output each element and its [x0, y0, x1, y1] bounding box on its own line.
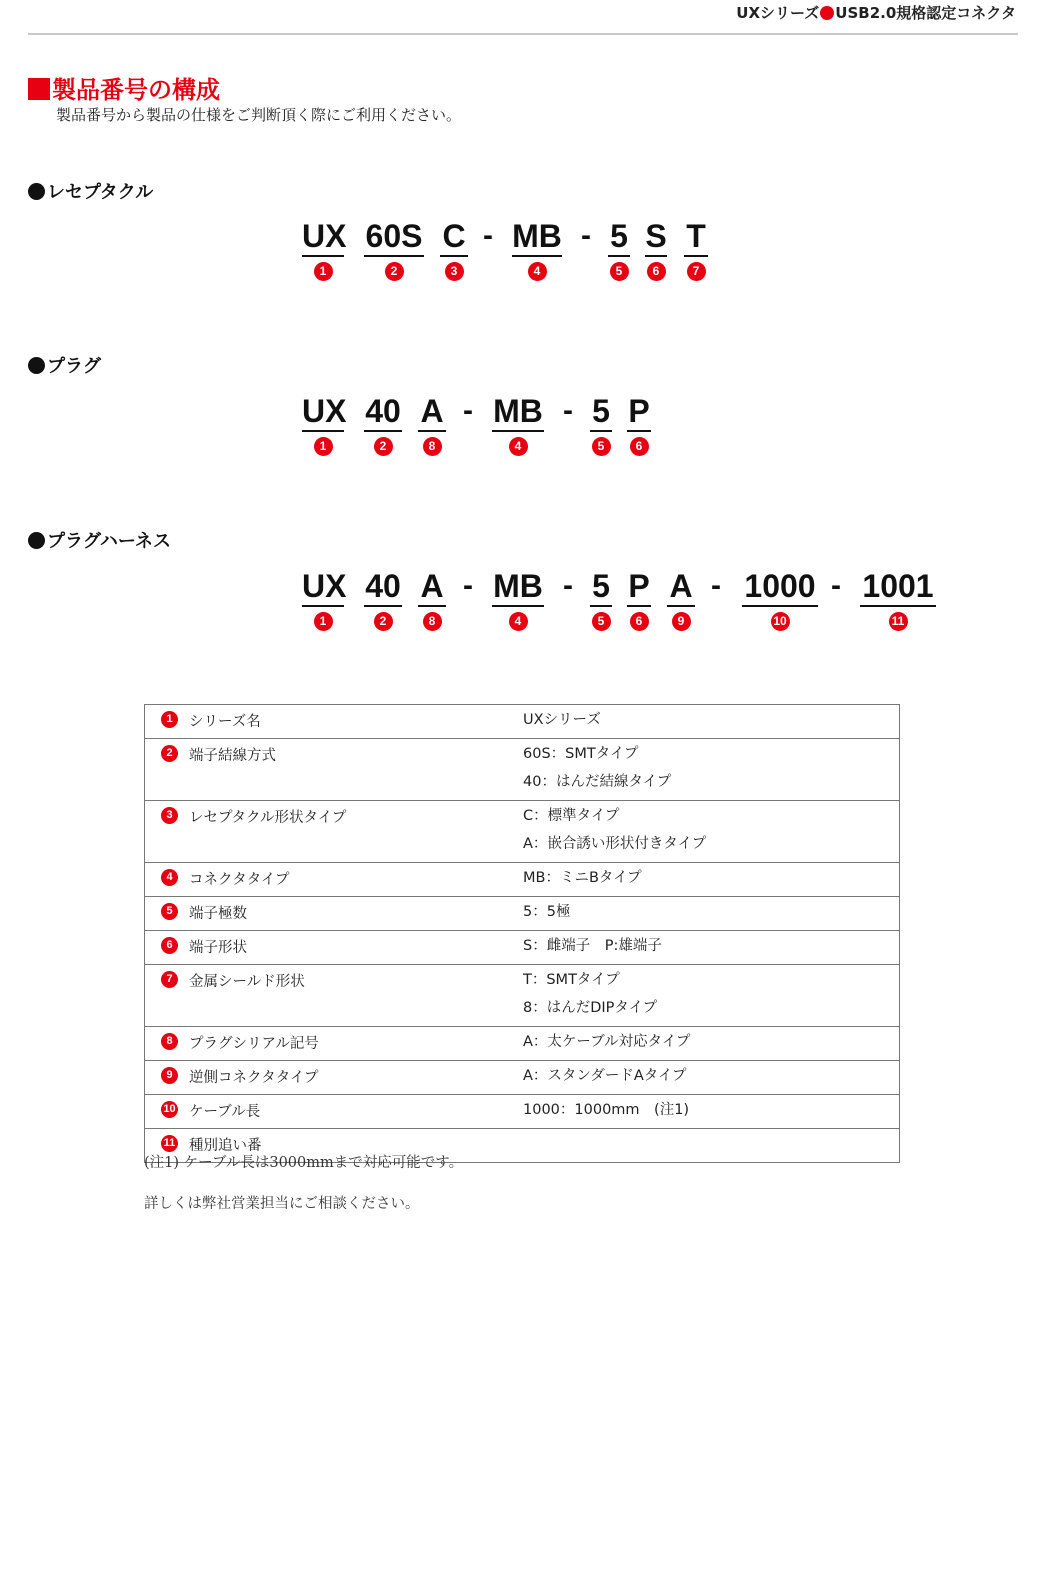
section-title: 製品番号の構成: [28, 70, 220, 105]
row-number-badge: 6: [161, 937, 178, 954]
row-item-values: [523, 965, 900, 1027]
row-value: MB：ミニBタイプ: [523, 870, 642, 886]
segment-number-badge: 6: [630, 437, 649, 456]
segment-code: 60S: [365, 218, 423, 254]
segment-number-badge: 7: [687, 262, 706, 281]
part-number-dash: -: [463, 569, 473, 602]
note-contact: 詳しくは弊社営業担当にご相談ください。: [144, 1196, 420, 1212]
row-value: UXシリーズ: [523, 712, 601, 728]
segment-number-badge: 8: [423, 612, 442, 631]
row-number-badge: 1: [161, 711, 178, 728]
segment-number-badge: 1: [314, 612, 333, 631]
row-number-badge: 3: [161, 807, 178, 824]
segment-number-badge: 4: [509, 612, 528, 631]
part-number-segment: [364, 568, 402, 634]
row-value: [523, 1134, 899, 1162]
part-number-segment: [742, 568, 818, 634]
row-value: 8：はんだDIPタイプ: [523, 1000, 658, 1016]
row-item-values: [523, 1095, 900, 1129]
segment-underline: [364, 255, 424, 257]
part-number-dash: -: [463, 394, 473, 427]
row-number-badge: 4: [161, 869, 178, 886]
segment-underline: [590, 605, 612, 607]
segment-code: A: [420, 393, 444, 429]
segment-code: UX: [302, 218, 347, 254]
part-number-segment: [418, 393, 446, 459]
segment-underline: [667, 605, 695, 607]
segment-underline: [492, 605, 544, 607]
part-number-segment: [440, 218, 468, 284]
row-value: C：標準タイプ: [523, 808, 620, 824]
segment-code: S: [645, 218, 667, 254]
row-item-values: [523, 1027, 900, 1061]
segment-code: 5: [592, 568, 610, 604]
part-number-segment: [608, 218, 630, 284]
part-number-dash: -: [711, 569, 721, 602]
segment-code: UX: [302, 393, 347, 429]
segment-number-badge: 1: [314, 437, 333, 456]
table-row: [145, 739, 900, 801]
segment-code: T: [686, 218, 706, 254]
row-item-values: [523, 863, 900, 897]
table-row: [145, 965, 900, 1027]
header-title: [736, 2, 1016, 23]
segment-underline: [418, 430, 446, 432]
part-number-dash: -: [581, 219, 591, 252]
red-square-icon: [28, 78, 50, 100]
segment-number-badge: 9: [672, 612, 691, 631]
segment-number-badge: 10: [771, 612, 790, 631]
table-row: [145, 801, 900, 863]
segment-code: MB: [493, 568, 543, 604]
segment-code: MB: [493, 393, 543, 429]
part-number-segment: [590, 568, 612, 634]
table-row: [145, 1061, 900, 1095]
part-number-segment: [590, 393, 612, 459]
row-item-values: [523, 705, 900, 739]
segment-code: MB: [512, 218, 562, 254]
row-value: A：太ケーブル対応タイプ: [523, 1034, 691, 1050]
row-item-name: 金属シールド形状: [189, 965, 523, 1027]
row-number-badge: 5: [161, 903, 178, 920]
section-intro: 製品番号から製品の仕様をご判断頂く際にご利用ください。: [56, 106, 462, 124]
row-number-badge: 8: [161, 1033, 178, 1050]
group-title-plug-harness: プラグハーネス: [28, 527, 171, 553]
segment-underline: [627, 605, 651, 607]
segment-code: C: [442, 218, 466, 254]
segment-code: 5: [610, 218, 628, 254]
segment-underline: [364, 605, 402, 607]
row-item-values: [523, 931, 900, 965]
part-number-segment: [418, 568, 446, 634]
segment-number-badge: 2: [374, 612, 393, 631]
row-value: 5：5極: [523, 904, 571, 920]
segment-underline: [492, 430, 544, 432]
row-item-name: レセプタクル形状タイプ: [189, 801, 523, 863]
part-number-segment: [302, 393, 347, 459]
row-item-values: [523, 897, 900, 931]
row-item-name: 種別追い番: [189, 1129, 523, 1163]
header-product: USB2.0規格認定コネクタ: [835, 4, 1016, 22]
segment-number-badge: 2: [385, 262, 404, 281]
row-value: 40：はんだ結線タイプ: [523, 774, 672, 790]
segment-underline: [302, 255, 344, 257]
row-number-badge: 11: [161, 1135, 178, 1152]
part-number-row: [0, 393, 1054, 463]
row-value: S：雌端子 P:雄端子: [523, 938, 662, 954]
part-number-row: [0, 568, 1054, 638]
part-number-dash: -: [563, 569, 573, 602]
part-number-segment: [492, 568, 544, 634]
part-number-segment: [684, 218, 708, 284]
header-series: UXシリーズ: [736, 4, 820, 22]
note-cable-length: (注1) ケーブル長は3000mmまで対応可能です。: [144, 1155, 464, 1171]
segment-code: UX: [302, 568, 347, 604]
segment-underline: [440, 255, 468, 257]
row-item-name: 端子結線方式: [189, 739, 523, 801]
spec-table: [144, 704, 900, 1163]
header-divider: [28, 33, 1018, 35]
part-number-segment: [627, 393, 651, 459]
segment-underline: [512, 255, 562, 257]
group-title-receptacle: レセプタクル: [28, 178, 153, 204]
segment-number-badge: 4: [528, 262, 547, 281]
segment-number-badge: 5: [592, 437, 611, 456]
segment-underline: [742, 605, 818, 607]
segment-underline: [302, 430, 344, 432]
part-number-segment: [364, 218, 424, 284]
segment-number-badge: 5: [592, 612, 611, 631]
segment-code: P: [628, 568, 650, 604]
segment-underline: [608, 255, 630, 257]
row-item-name: 端子極数: [189, 897, 523, 931]
row-item-name: 端子形状: [189, 931, 523, 965]
segment-underline: [627, 430, 651, 432]
row-number-badge: 10: [161, 1101, 178, 1118]
row-item-name: プラグシリアル記号: [189, 1027, 523, 1061]
row-item-values: [523, 1129, 900, 1163]
row-value: T：SMTタイプ: [523, 972, 620, 988]
segment-number-badge: 5: [610, 262, 629, 281]
segment-number-badge: 1: [314, 262, 333, 281]
part-number-dash: -: [831, 569, 841, 602]
part-number-segment: [302, 218, 347, 284]
row-value: A：スタンダードAタイプ: [523, 1068, 687, 1084]
table-row: [145, 931, 900, 965]
segment-underline: [418, 605, 446, 607]
table-row: [145, 705, 900, 739]
row-number-badge: 7: [161, 971, 178, 988]
red-dot-icon: [820, 6, 834, 20]
row-item-values: [523, 739, 900, 801]
part-number-segment: [512, 218, 562, 284]
segment-code: 1001: [862, 568, 934, 604]
row-number-badge: 9: [161, 1067, 178, 1084]
segment-number-badge: 4: [509, 437, 528, 456]
segment-underline: [684, 255, 708, 257]
table-row: [145, 1095, 900, 1129]
segment-code: 40: [365, 393, 401, 429]
row-item-name: ケーブル長: [189, 1095, 523, 1129]
segment-code: P: [628, 393, 650, 429]
segment-number-badge: 3: [445, 262, 464, 281]
segment-number-badge: 8: [423, 437, 442, 456]
row-value: 60S：SMTタイプ: [523, 746, 639, 762]
row-item-name: シリーズ名: [189, 714, 261, 730]
segment-number-badge: 6: [647, 262, 666, 281]
segment-number-badge: 11: [889, 612, 908, 631]
table-row: [145, 863, 900, 897]
part-number-segment: [860, 568, 936, 634]
part-number-dash: -: [483, 219, 493, 252]
table-row: [145, 1027, 900, 1061]
segment-underline: [590, 430, 612, 432]
table-row: [145, 897, 900, 931]
segment-number-badge: 2: [374, 437, 393, 456]
segment-number-badge: 6: [630, 612, 649, 631]
bullet-icon: [28, 357, 45, 374]
row-value: A：嵌合誘い形状付きタイプ: [523, 836, 707, 852]
row-value: 1000：1000mm (注1): [523, 1102, 690, 1118]
part-number-dash: -: [563, 394, 573, 427]
part-number-segment: [492, 393, 544, 459]
segment-underline: [860, 605, 936, 607]
group-title-plug: プラグ: [28, 352, 101, 378]
segment-code: A: [669, 568, 693, 604]
row-item-name: コネクタタイプ: [189, 863, 523, 897]
segment-underline: [302, 605, 344, 607]
segment-code: A: [420, 568, 444, 604]
row-item-name: 逆側コネクタタイプ: [189, 1061, 523, 1095]
segment-code: 40: [365, 568, 401, 604]
segment-code: 1000: [744, 568, 816, 604]
bullet-icon: [28, 532, 45, 549]
segment-underline: [364, 430, 402, 432]
part-number-segment: [667, 568, 695, 634]
part-number-segment: [627, 568, 651, 634]
part-number-row: [0, 218, 1054, 288]
segment-code: 5: [592, 393, 610, 429]
part-number-segment: [302, 568, 347, 634]
segment-underline: [645, 255, 667, 257]
part-number-segment: [364, 393, 402, 459]
bullet-icon: [28, 183, 45, 200]
row-item-values: [523, 801, 900, 863]
row-item-values: [523, 1061, 900, 1095]
part-number-segment: [645, 218, 667, 284]
row-number-badge: 2: [161, 745, 178, 762]
